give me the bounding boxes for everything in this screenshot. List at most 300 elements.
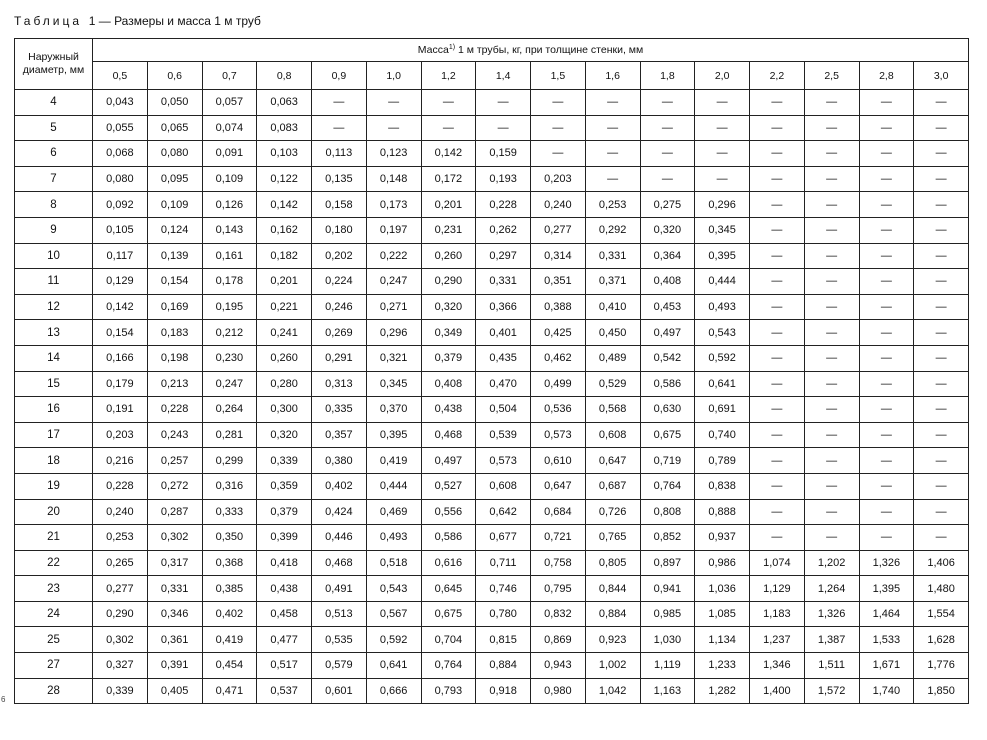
mass-cell: 0,616 [421, 550, 476, 576]
mass-cell: 0,586 [640, 371, 695, 397]
mass-cell: — [804, 371, 859, 397]
mass-cell: — [804, 192, 859, 218]
mass-cell: 0,527 [421, 473, 476, 499]
mass-cell: 0,271 [366, 294, 421, 320]
mass-cell: 0,401 [476, 320, 531, 346]
mass-cell: 0,178 [202, 269, 257, 295]
mass-cell: 0,351 [531, 269, 586, 295]
mass-cell: 0,444 [695, 269, 750, 295]
mass-cell: 0,641 [366, 653, 421, 679]
mass-cell: 0,057 [202, 90, 257, 116]
mass-cell: — [695, 166, 750, 192]
mass-cell: 0,142 [257, 192, 312, 218]
mass-cell: 0,795 [531, 576, 586, 602]
mass-cell: 0,345 [695, 217, 750, 243]
mass-cell: 0,391 [147, 653, 202, 679]
mass-cell: 0,201 [257, 269, 312, 295]
mass-cell: — [804, 141, 859, 167]
table-row [15, 192, 969, 218]
mass-cell: — [312, 115, 367, 141]
diameter-cell: 28 [15, 678, 93, 704]
mass-cell: — [914, 499, 969, 525]
table-row [15, 166, 969, 192]
mass-cell: 0,193 [476, 166, 531, 192]
header-wall-thickness: 2,2 [750, 62, 805, 90]
mass-cell: 0,645 [421, 576, 476, 602]
mass-cell: 1,406 [914, 550, 969, 576]
mass-cell: 0,402 [202, 601, 257, 627]
mass-cell: 0,159 [476, 141, 531, 167]
mass-cell: — [914, 217, 969, 243]
mass-cell: 0,380 [312, 448, 367, 474]
mass-cell: 0,923 [585, 627, 640, 653]
mass-cell: — [585, 90, 640, 116]
mass-cell: — [859, 192, 914, 218]
mass-cell: — [585, 141, 640, 167]
header-wall-thickness: 1,0 [366, 62, 421, 90]
mass-cell: 0,320 [257, 422, 312, 448]
mass-cell: 0,142 [421, 141, 476, 167]
mass-cell: 0,556 [421, 499, 476, 525]
mass-cell: 0,247 [366, 269, 421, 295]
mass-cell: 0,573 [476, 448, 531, 474]
mass-cell: — [750, 192, 805, 218]
mass-cell: 1,202 [804, 550, 859, 576]
mass-cell: 0,339 [257, 448, 312, 474]
mass-cell: 1,129 [750, 576, 805, 602]
mass-cell: 0,573 [531, 422, 586, 448]
mass-cell: 0,246 [312, 294, 367, 320]
mass-cell: 0,504 [476, 397, 531, 423]
mass-cell: 0,832 [531, 601, 586, 627]
mass-cell: 0,675 [640, 422, 695, 448]
mass-cell: 1,036 [695, 576, 750, 602]
mass-cell: 0,897 [640, 550, 695, 576]
mass-cell: 0,109 [147, 192, 202, 218]
mass-cell: — [859, 422, 914, 448]
mass-cell: — [366, 115, 421, 141]
mass-cell: 1,572 [804, 678, 859, 704]
mass-cell: 1,776 [914, 653, 969, 679]
mass-cell: 0,197 [366, 217, 421, 243]
mass-cell: 1,400 [750, 678, 805, 704]
mass-cell: 0,468 [312, 550, 367, 576]
mass-cell: 0,302 [147, 525, 202, 551]
mass-cell: 0,346 [147, 601, 202, 627]
mass-cell: 0,838 [695, 473, 750, 499]
mass-cell: 0,253 [93, 525, 148, 551]
mass-cell: 0,213 [147, 371, 202, 397]
mass-cell: 1,183 [750, 601, 805, 627]
mass-cell: 0,126 [202, 192, 257, 218]
mass-cell: 0,083 [257, 115, 312, 141]
mass-cell: 0,647 [531, 473, 586, 499]
mass-cell: — [476, 115, 531, 141]
mass-cell: 1,850 [914, 678, 969, 704]
diameter-cell: 16 [15, 397, 93, 423]
table-row [15, 678, 969, 704]
mass-cell: 0,333 [202, 499, 257, 525]
mass-cell: — [859, 345, 914, 371]
diameter-cell: 8 [15, 192, 93, 218]
mass-cell: 1,740 [859, 678, 914, 704]
mass-cell: 0,296 [695, 192, 750, 218]
mass-cell: — [804, 217, 859, 243]
mass-cell: 0,302 [93, 627, 148, 653]
mass-cell: 0,852 [640, 525, 695, 551]
header-row-title [15, 39, 969, 62]
mass-cell: 0,539 [476, 422, 531, 448]
table-header [15, 39, 969, 90]
mass-cell: 0,941 [640, 576, 695, 602]
mass-cell: — [695, 115, 750, 141]
mass-cell: — [750, 525, 805, 551]
mass-cell: — [750, 320, 805, 346]
diameter-cell: 15 [15, 371, 93, 397]
mass-cell: 0,497 [421, 448, 476, 474]
mass-cell: — [859, 499, 914, 525]
mass-cell: 0,764 [421, 653, 476, 679]
mass-cell: 0,366 [476, 294, 531, 320]
header-wall-thickness: 1,4 [476, 62, 531, 90]
mass-cell: 0,260 [421, 243, 476, 269]
mass-cell: 0,139 [147, 243, 202, 269]
mass-cell: 0,410 [585, 294, 640, 320]
diameter-cell: 22 [15, 550, 93, 576]
mass-cell: — [695, 141, 750, 167]
mass-cell: — [914, 422, 969, 448]
mass-cell: 0,918 [476, 678, 531, 704]
mass-cell: 0,300 [257, 397, 312, 423]
table-row [15, 576, 969, 602]
mass-cell: 0,684 [531, 499, 586, 525]
mass-cell: 0,471 [202, 678, 257, 704]
header-wall-thickness: 1,8 [640, 62, 695, 90]
mass-cell: 0,758 [531, 550, 586, 576]
mass-cell: 0,884 [476, 653, 531, 679]
mass-cell: 0,281 [202, 422, 257, 448]
mass-cell: 0,425 [531, 320, 586, 346]
mass-cell: 0,158 [312, 192, 367, 218]
mass-cell: — [804, 90, 859, 116]
mass-cell: 0,704 [421, 627, 476, 653]
mass-cell: 0,647 [585, 448, 640, 474]
header-wall-thickness: 3,0 [914, 62, 969, 90]
mass-cell: — [750, 448, 805, 474]
mass-cell: 0,142 [93, 294, 148, 320]
mass-cell: 0,368 [202, 550, 257, 576]
mass-cell: — [312, 90, 367, 116]
table-row [15, 627, 969, 653]
header-mass-title [93, 39, 969, 62]
mass-cell: 0,350 [202, 525, 257, 551]
mass-cell: 0,765 [585, 525, 640, 551]
mass-cell: 0,567 [366, 601, 421, 627]
header-wall-thickness: 1,5 [531, 62, 586, 90]
diameter-cell: 25 [15, 627, 93, 653]
table-row [15, 397, 969, 423]
mass-cell: 1,282 [695, 678, 750, 704]
mass-cell: — [859, 217, 914, 243]
mass-cell: 0,240 [531, 192, 586, 218]
mass-cell: 0,183 [147, 320, 202, 346]
mass-cell: 0,435 [476, 345, 531, 371]
mass-cell: 0,438 [257, 576, 312, 602]
mass-cell: 0,203 [531, 166, 586, 192]
mass-cell: 0,297 [476, 243, 531, 269]
mass-cell: — [804, 422, 859, 448]
mass-cell: 0,320 [421, 294, 476, 320]
mass-cell: 0,666 [366, 678, 421, 704]
mass-cell: 0,805 [585, 550, 640, 576]
diameter-cell: 17 [15, 422, 93, 448]
header-wall-thickness: 1,2 [421, 62, 476, 90]
mass-cell: 0,124 [147, 217, 202, 243]
mass-cell: 0,477 [257, 627, 312, 653]
mass-cell: 0,543 [695, 320, 750, 346]
mass-cell: — [859, 90, 914, 116]
mass-cell: 0,789 [695, 448, 750, 474]
mass-cell: 0,103 [257, 141, 312, 167]
mass-cell: 0,641 [695, 371, 750, 397]
mass-cell: 0,291 [312, 345, 367, 371]
diameter-cell: 23 [15, 576, 93, 602]
mass-cell: 0,095 [147, 166, 202, 192]
mass-cell: 0,216 [93, 448, 148, 474]
diameter-cell: 12 [15, 294, 93, 320]
mass-cell: 0,493 [366, 525, 421, 551]
mass-cell: — [804, 115, 859, 141]
mass-cell: 0,191 [93, 397, 148, 423]
mass-cell: — [859, 473, 914, 499]
mass-cell: — [531, 115, 586, 141]
mass-cell: 0,691 [695, 397, 750, 423]
table-row [15, 115, 969, 141]
mass-cell: 0,408 [640, 269, 695, 295]
mass-cell: — [859, 166, 914, 192]
mass-cell: 0,228 [93, 473, 148, 499]
mass-cell: 1,042 [585, 678, 640, 704]
mass-cell: 0,154 [147, 269, 202, 295]
mass-cell: 0,055 [93, 115, 148, 141]
mass-cell: — [750, 294, 805, 320]
mass-cell: 0,230 [202, 345, 257, 371]
header-wall-thickness: 1,6 [585, 62, 640, 90]
mass-cell: 0,642 [476, 499, 531, 525]
mass-cell: 0,202 [312, 243, 367, 269]
table-row [15, 422, 969, 448]
diameter-cell: 13 [15, 320, 93, 346]
mass-cell: — [914, 192, 969, 218]
mass-cell: 0,317 [147, 550, 202, 576]
mass-cell: 0,335 [312, 397, 367, 423]
mass-cell: 0,677 [476, 525, 531, 551]
mass-cell: — [750, 345, 805, 371]
diameter-cell: 27 [15, 653, 93, 679]
mass-cell: 0,453 [640, 294, 695, 320]
mass-cell: — [804, 499, 859, 525]
header-wall-thickness: 0,7 [202, 62, 257, 90]
mass-cell: 0,454 [202, 653, 257, 679]
mass-cell: — [859, 397, 914, 423]
mass-cell: 0,299 [202, 448, 257, 474]
diameter-cell: 6 [15, 141, 93, 167]
mass-cell: — [859, 243, 914, 269]
mass-cell: 0,379 [257, 499, 312, 525]
mass-cell: — [914, 320, 969, 346]
mass-cell: 0,068 [93, 141, 148, 167]
mass-cell: 0,265 [93, 550, 148, 576]
mass-cell: 0,264 [202, 397, 257, 423]
mass-cell: — [750, 499, 805, 525]
mass-cell: 0,109 [202, 166, 257, 192]
mass-cell: 0,980 [531, 678, 586, 704]
mass-cell: 0,198 [147, 345, 202, 371]
diameter-cell: 11 [15, 269, 93, 295]
header-wall-thickness: 2,8 [859, 62, 914, 90]
table-row [15, 90, 969, 116]
mass-cell: 1,085 [695, 601, 750, 627]
mass-cell: 0,943 [531, 653, 586, 679]
mass-cell: 0,568 [585, 397, 640, 423]
mass-cell: — [914, 473, 969, 499]
mass-cell: — [859, 294, 914, 320]
mass-cell: — [750, 166, 805, 192]
mass-cell: 0,201 [421, 192, 476, 218]
mass-cell: 0,542 [640, 345, 695, 371]
mass-cell: 0,262 [476, 217, 531, 243]
table-row [15, 294, 969, 320]
mass-cell: — [640, 166, 695, 192]
mass-cell: 0,105 [93, 217, 148, 243]
mass-cell: 0,513 [312, 601, 367, 627]
mass-cell: 0,172 [421, 166, 476, 192]
mass-cell: 0,379 [421, 345, 476, 371]
table-row [15, 371, 969, 397]
mass-cell: 0,499 [531, 371, 586, 397]
mass-cell: 0,711 [476, 550, 531, 576]
mass-cell: 0,117 [93, 243, 148, 269]
mass-cell: 1,464 [859, 601, 914, 627]
mass-cell: 0,687 [585, 473, 640, 499]
mass-cell: 1,628 [914, 627, 969, 653]
mass-cell: 0,313 [312, 371, 367, 397]
mass-cell: 1,237 [750, 627, 805, 653]
mass-cell: — [750, 397, 805, 423]
mass-cell: 0,212 [202, 320, 257, 346]
header-mass-suffix: 1 м трубы, кг, при толщине стенки, мм [455, 44, 644, 56]
mass-cell: — [750, 90, 805, 116]
mass-cell: — [750, 473, 805, 499]
mass-cell: — [421, 115, 476, 141]
mass-cell: 0,063 [257, 90, 312, 116]
mass-cell: 0,388 [531, 294, 586, 320]
diameter-cell: 10 [15, 243, 93, 269]
mass-cell: 1,346 [750, 653, 805, 679]
mass-cell: 0,444 [366, 473, 421, 499]
footnote-mark: 1) [448, 44, 456, 51]
mass-cell: — [804, 397, 859, 423]
mass-cell: 0,320 [640, 217, 695, 243]
mass-cell: 0,630 [640, 397, 695, 423]
mass-cell: — [914, 90, 969, 116]
mass-cell: 0,579 [312, 653, 367, 679]
table-row [15, 525, 969, 551]
mass-cell: 0,610 [531, 448, 586, 474]
mass-cell: 0,074 [202, 115, 257, 141]
mass-cell: 0,493 [695, 294, 750, 320]
mass-cell: 0,497 [640, 320, 695, 346]
mass-cell: 0,162 [257, 217, 312, 243]
mass-cell: 1,387 [804, 627, 859, 653]
mass-cell: 0,361 [147, 627, 202, 653]
mass-cell: 0,228 [476, 192, 531, 218]
mass-cell: — [804, 294, 859, 320]
mass-cell: 0,290 [93, 601, 148, 627]
mass-cell: 0,241 [257, 320, 312, 346]
mass-cell: — [804, 525, 859, 551]
mass-cell: 1,002 [585, 653, 640, 679]
mass-cell: 0,292 [585, 217, 640, 243]
mass-cell: 0,491 [312, 576, 367, 602]
mass-cell: 0,091 [202, 141, 257, 167]
mass-cell: 0,405 [147, 678, 202, 704]
mass-cell: 0,536 [531, 397, 586, 423]
mass-cell: — [421, 90, 476, 116]
mass-cell: 0,419 [202, 627, 257, 653]
mass-cell: 0,586 [421, 525, 476, 551]
mass-cell: — [804, 473, 859, 499]
mass-cell: 0,371 [585, 269, 640, 295]
mass-cell: 0,296 [366, 320, 421, 346]
mass-cell: — [750, 243, 805, 269]
header-row-wall-thickness [15, 62, 969, 90]
mass-cell: 0,240 [93, 499, 148, 525]
mass-cell: — [531, 90, 586, 116]
mass-cell: 0,143 [202, 217, 257, 243]
mass-cell: 1,163 [640, 678, 695, 704]
mass-cell: 0,275 [640, 192, 695, 218]
mass-cell: 0,746 [476, 576, 531, 602]
mass-cell: — [585, 166, 640, 192]
mass-cell: — [914, 371, 969, 397]
header-wall-thickness: 2,5 [804, 62, 859, 90]
header-mass-prefix: Масса [417, 44, 449, 56]
mass-cell: 0,721 [531, 525, 586, 551]
mass-cell: 0,113 [312, 141, 367, 167]
mass-cell: 0,277 [93, 576, 148, 602]
mass-cell: 0,331 [476, 269, 531, 295]
mass-cell: 0,050 [147, 90, 202, 116]
header-wall-thickness: 0,6 [147, 62, 202, 90]
mass-cell: 0,179 [93, 371, 148, 397]
mass-cell: 0,517 [257, 653, 312, 679]
mass-cell: 0,986 [695, 550, 750, 576]
mass-cell: — [914, 269, 969, 295]
mass-cell: 0,345 [366, 371, 421, 397]
mass-cell: — [804, 345, 859, 371]
mass-cell: 0,884 [585, 601, 640, 627]
mass-cell: — [914, 243, 969, 269]
mass-cell: 0,601 [312, 678, 367, 704]
mass-cell: — [640, 90, 695, 116]
diameter-cell: 9 [15, 217, 93, 243]
diameter-cell: 14 [15, 345, 93, 371]
table-row [15, 243, 969, 269]
mass-cell: — [804, 448, 859, 474]
mass-cell: 0,985 [640, 601, 695, 627]
table-row [15, 345, 969, 371]
